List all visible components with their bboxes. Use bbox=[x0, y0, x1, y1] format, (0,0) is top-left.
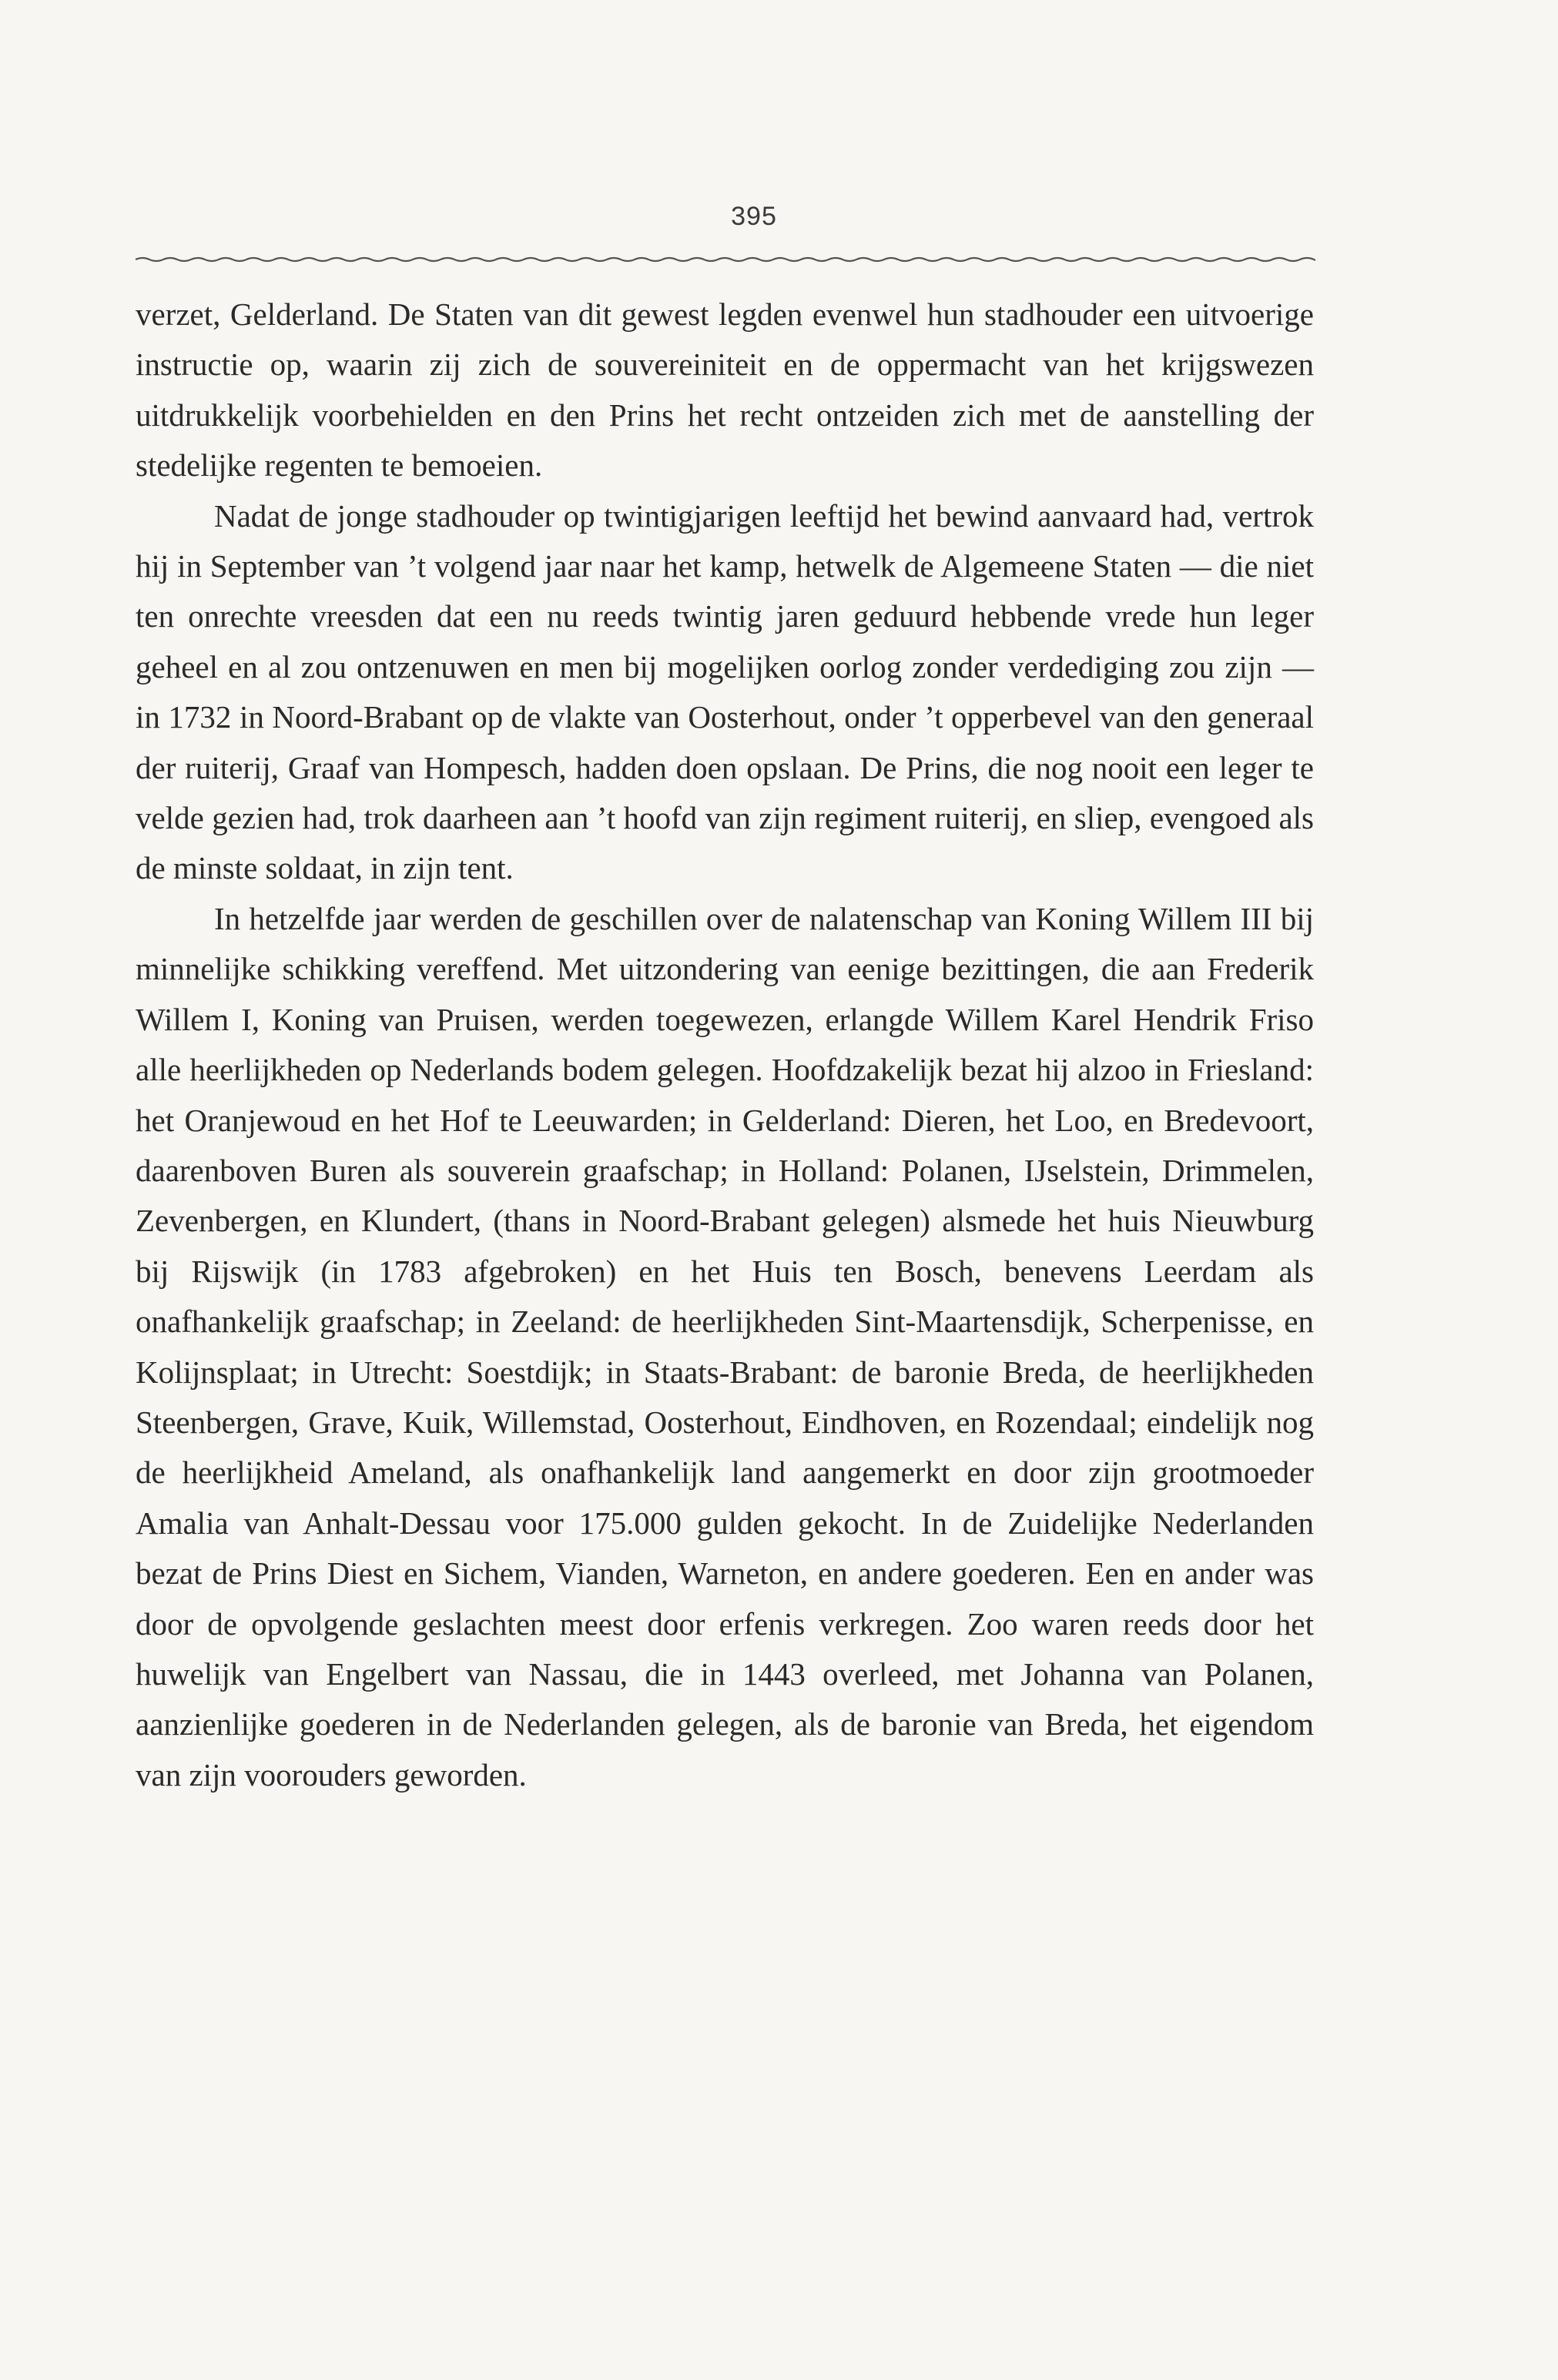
decorative-wavy-rule bbox=[136, 254, 1315, 265]
body-text bbox=[136, 290, 1314, 1800]
paragraph-2: Nadat de jonge stadhouder op twintigjarigen leeftijd het bewind aanvaard had, vertrok hij in September van ’t volgend jaar naar het kamp, hetwelk de Algemeene Staten — die niet ten onrechte vreesden dat een nu reeds twintig jaren geduurd hebbende vrede hun leger geheel en al zou ontzenuwen en men bij mogelijken oorlog zonder verdediging zou zijn — in 1732 in Noord-Brabant op de vlakte van Oosterhout, onder ’t opperbevel van den generaal der ruiterij, Graaf van Hompesch, hadden doen opslaan. De Prins, die nog nooit een leger te velde gezien had, trok daarheen aan ’t hoofd van zijn regiment ruiterij, en sliep, evengoed als de minste soldaat, in zijn tent. bbox=[136, 497, 1314, 886]
page-number: 395 bbox=[731, 202, 777, 231]
paragraph-1: verzet, Gelderland. De Staten van dit gewest legden evenwel hun stadhouder een uitvoerige instructie op, waarin zij zich de souvereiniteit en de oppermacht van het krijgswezen uitdrukkelijk voorbehielden en den Prins het recht ontzeiden zich met de aanstelling der stedelijke regenten te bemoeien. bbox=[136, 296, 1314, 484]
paragraph-3: In hetzelfde jaar werden de geschillen over de nalatenschap van Koning Willem III bij minnelijke schikking vereffend. Met uitzondering van eenige bezittingen, die aan Frederik Willem I, Koning van Pruisen, werden toegewezen, erlangde Willem Karel Hendrik Friso alle heerlijkheden op Nederlands bodem gelegen. Hoofdzakelijk bezat hij alzoo in Friesland: het Oranjewoud en het Hof te Leeuwarden; in Gelderland: Dieren, het Loo, en Bredevoort, daarenboven Buren als souverein graafschap; in Holland: Polanen, IJselstein, Drimmelen, Zevenbergen, en Klundert, (thans in Noord-Brabant gelegen) alsmede het huis Nieuwburg bij Rijswijk (in 1783 afgebroken) en het Huis ten Bosch, benevens Leerdam als onafhankelijk graafschap; in Zeeland: de heerlijkheden Sint-Maartensdijk, Scherpenisse, en Kolijnsplaat; in Utrecht: Soestdijk; in Staats-Brabant: de baronie Breda, de heerlijkheden Steenbergen, Grave, Kuik, Willemstad, Oosterhout, Eindhoven, en Rozendaal; eindelijk nog de heerlijkheid Ameland, als onafhankelijk land aangemerkt en door zijn grootmoeder Amalia van Anhalt-Dessau voor 175.000 gulden gekocht. In de Zuidelijke Nederlanden bezat de Prins Diest en Sichem, Vianden, Warneton, en andere goederen. Een en ander was door de opvolgende geslachten meest door erfenis verkregen. Zoo waren reeds door het huwelijk van Engelbert van Nassau, die in 1443 overleed, met Johanna van Polanen, aanzienlijke goederen in de Nederlanden gelegen, als de baronie van Breda, het eigendom van zijn voorouders geworden. bbox=[136, 900, 1314, 1793]
